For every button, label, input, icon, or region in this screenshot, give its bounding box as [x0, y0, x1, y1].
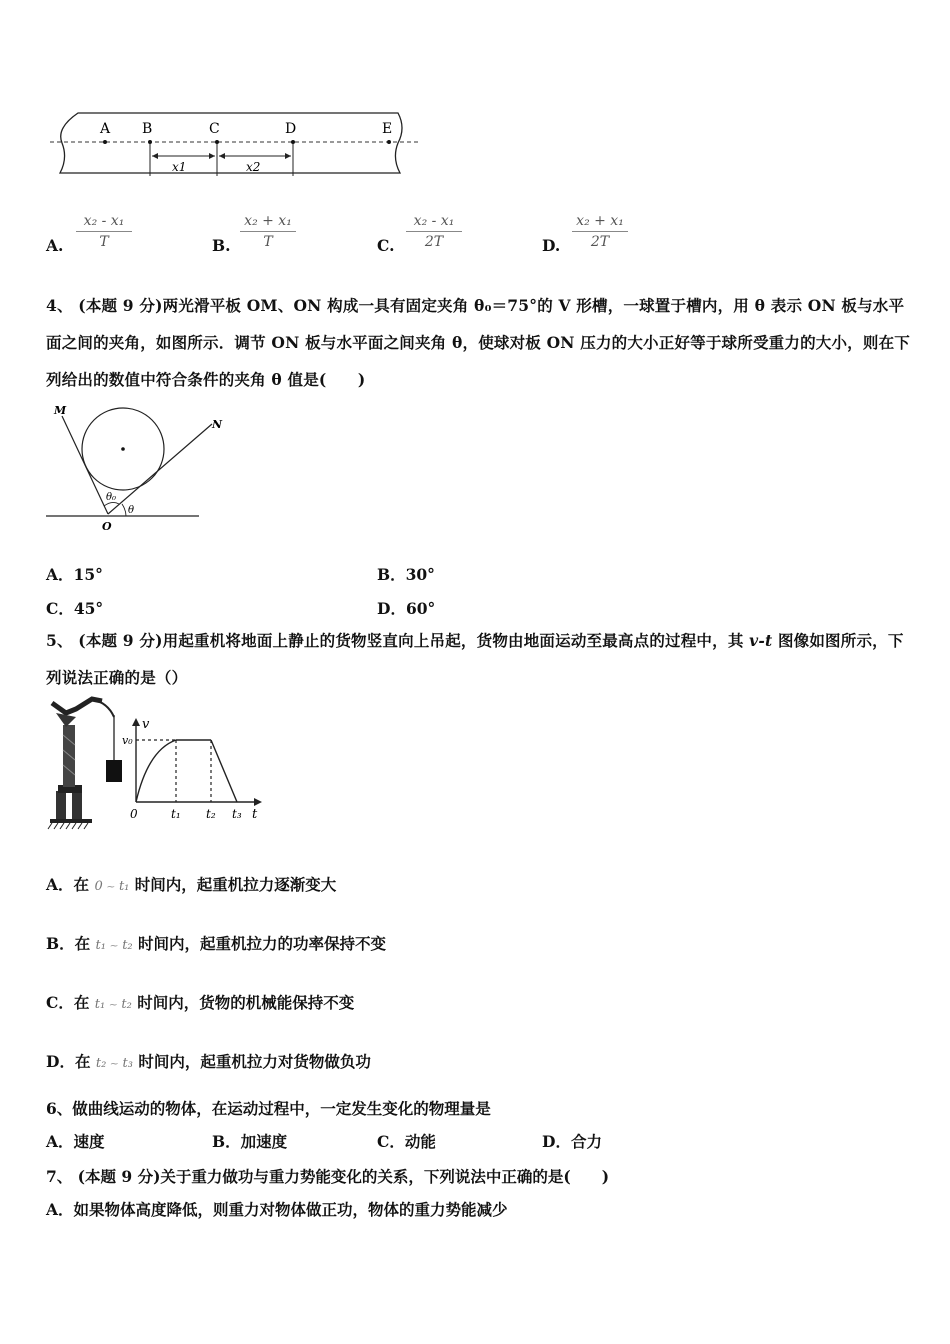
q3-option-b-fraction: x₂ + x₁ T	[240, 213, 296, 250]
vt-graph	[120, 712, 270, 832]
q5-question-text: 5、 (本题 9 分)用起重机将地面上静止的货物竖直向上吊起，货物由地面运动至最高点的过程中，其 v-t 图像如图所示，下列说法正确的是（）	[46, 631, 904, 687]
tape-x2: x2	[246, 160, 261, 174]
vt-label-t3: t₃	[232, 807, 242, 821]
q6-option-d[interactable]: D．合力	[542, 1132, 602, 1151]
tape-label-b: B	[142, 121, 153, 137]
vt-label-v0: v₀	[122, 734, 133, 747]
q5-option-c[interactable]: C．在 t₁ ~ t₂ 时间内，货物的机械能保持不变	[46, 993, 355, 1012]
q4-option-b[interactable]: B．30°	[377, 565, 435, 584]
tape-label-c: C	[209, 121, 220, 137]
tape-label-d: D	[285, 121, 297, 137]
vt-axis-t: t	[252, 807, 258, 822]
vt-axis-v: v	[142, 717, 150, 732]
q3-option-d-fraction: x₂ + x₁ 2T	[572, 213, 628, 250]
q5-option-d[interactable]: D．在 t₂ ~ t₃ 时间内，起重机拉力对货物做负功	[46, 1052, 371, 1071]
tape-label-e: E	[382, 121, 393, 137]
q6-question-text: 6、做曲线运动的物体，在运动过程中，一定发生变化的物理量是	[46, 1099, 491, 1118]
q3-option-a-fraction: x₂ - x₁ T	[76, 213, 132, 250]
q6-option-b[interactable]: B．加速度	[212, 1132, 288, 1151]
q4-question-text: 4、 (本题 9 分)两光滑平板 OM、ON 构成一具有固定夹角 θ₀＝75°的 V 形槽，一球置于槽内，用 θ 表示 ON 板与水平面之间的夹角，如图所示．调节 ON 板与水平面之间夹角 θ，使球对板 ON 压力的大小正好等于球所受重力的大小，则在下列给出的数值中符合条件的夹角 θ 值是( )	[46, 296, 910, 389]
q3-option-c-letter[interactable]: C.	[377, 236, 395, 255]
groove-label-o: O	[102, 520, 112, 533]
groove-label-theta0: θ₀	[106, 492, 117, 503]
q5-option-b[interactable]: B．在 t₁ ~ t₂ 时间内，起重机拉力的功率保持不变	[46, 934, 387, 953]
q4-option-a[interactable]: A．15°	[46, 565, 103, 584]
q5-option-a[interactable]: A．在 0 ~ t₁ 时间内，起重机拉力逐渐变大	[46, 875, 337, 894]
v-groove-figure	[44, 400, 223, 535]
groove-label-m: M	[54, 404, 67, 417]
q3-option-d-letter[interactable]: D.	[542, 236, 561, 255]
vt-label-t2: t₂	[206, 807, 216, 821]
q6-option-c[interactable]: C．动能	[377, 1132, 436, 1151]
q4-option-d[interactable]: D．60°	[377, 599, 436, 618]
q3-option-c-fraction: x₂ - x₁ 2T	[406, 213, 462, 250]
vt-label-t1: t₁	[171, 807, 181, 821]
groove-label-theta: θ	[128, 505, 135, 516]
tape-figure	[50, 108, 420, 183]
q4-option-c[interactable]: C．45°	[46, 599, 104, 618]
q7-question-text: 7、 (本题 9 分)关于重力做功与重力势能变化的关系，下列说法中正确的是( )	[46, 1167, 610, 1186]
vt-label-origin: 0	[130, 807, 138, 821]
groove-label-n: N	[212, 418, 223, 431]
q3-option-b-letter[interactable]: B.	[212, 236, 231, 255]
q7-option-a[interactable]: A．如果物体高度降低，则重力对物体做正功，物体的重力势能减少	[46, 1200, 508, 1219]
q3-option-a-letter[interactable]: A.	[46, 236, 64, 255]
tape-x1: x1	[172, 160, 187, 174]
q6-option-a[interactable]: A．速度	[46, 1132, 105, 1151]
tape-label-a: A	[100, 121, 111, 137]
